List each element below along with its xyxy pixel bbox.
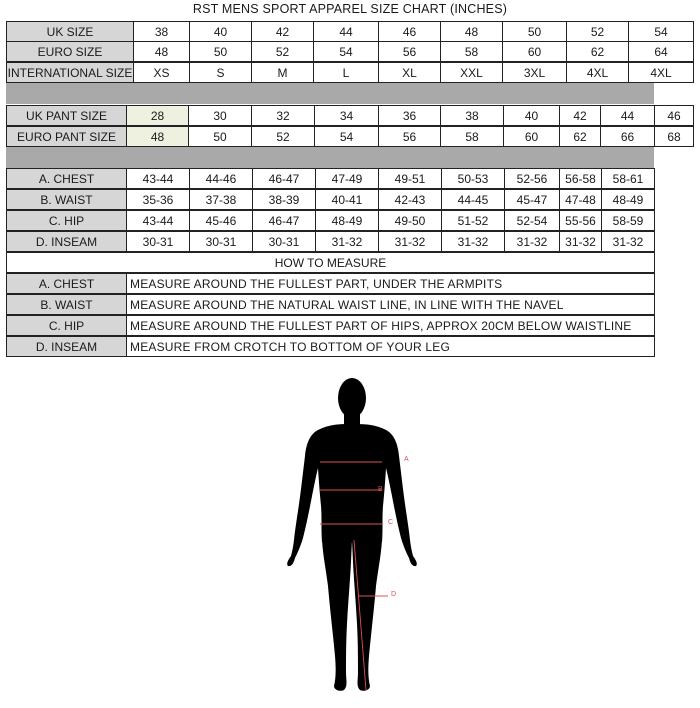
row-label: D. INSEAM	[6, 336, 127, 357]
table-cell: 32	[251, 105, 315, 126]
table-cell: 50-53	[441, 168, 505, 189]
marker-a: A	[404, 456, 409, 463]
table-cell: 48	[440, 21, 503, 42]
table-cell: 46-47	[252, 168, 316, 189]
table-cell: 56	[378, 41, 441, 62]
table-cell: 37-38	[189, 189, 253, 210]
table-cell: 42-43	[378, 189, 442, 210]
table-cell: 30-31	[126, 231, 190, 252]
table-cell: 46-47	[252, 210, 316, 231]
table-cell: 38-39	[252, 189, 316, 210]
table-cell: 38	[133, 21, 190, 42]
table-cell: 40-41	[315, 189, 379, 210]
table-cell: 52	[251, 41, 314, 62]
chart-title: RST MENS SPORT APPAREL SIZE CHART (INCHES)	[192, 2, 508, 16]
body-silhouette	[270, 372, 430, 698]
table-cell: 40	[503, 105, 560, 126]
table-cell: 64	[628, 41, 694, 62]
table-cell: 62	[566, 41, 629, 62]
table-cell: 43-44	[126, 210, 190, 231]
table-cell: 58	[440, 41, 503, 62]
table-cell: 52	[566, 21, 629, 42]
table-cell: 44	[313, 21, 379, 42]
table-cell: 45-46	[189, 210, 253, 231]
table-cell: 47-48	[559, 189, 602, 210]
measure-instruction: MEASURE FROM CROTCH TO BOTTOM OF YOUR LEG	[126, 336, 655, 357]
marker-d: D	[391, 591, 397, 598]
body-measurement-figure	[270, 372, 430, 698]
table-cell: 30	[188, 105, 252, 126]
table-cell: 46	[654, 105, 694, 126]
row-label: A. CHEST	[6, 168, 127, 189]
row-label: C. HIP	[6, 315, 127, 336]
table-cell: 46	[378, 21, 441, 42]
table-cell: 31-32	[378, 231, 442, 252]
table-cell: 31-32	[601, 231, 655, 252]
row-label: UK PANT SIZE	[6, 105, 127, 126]
row-label: B. WAIST	[6, 294, 127, 315]
table-cell: 48	[133, 41, 190, 62]
table-cell: 35-36	[126, 189, 190, 210]
table-cell: 45-47	[504, 189, 560, 210]
table-cell: 31-32	[315, 231, 379, 252]
section-divider	[6, 147, 654, 168]
table-cell: 30-31	[189, 231, 253, 252]
table-cell: 55-56	[559, 210, 602, 231]
row-label: A. CHEST	[6, 273, 127, 294]
table-cell: 68	[654, 126, 694, 147]
table-cell: 50	[502, 21, 567, 42]
table-cell: 44-46	[189, 168, 253, 189]
table-cell: 44	[600, 105, 655, 126]
measure-instruction: MEASURE AROUND THE NATURAL WAIST LINE, IN LINE WITH THE NAVEL	[126, 294, 655, 315]
table-cell-highlighted: 28	[126, 105, 189, 126]
marker-c: C	[388, 519, 394, 526]
marker-b: B	[378, 486, 383, 493]
table-cell: 43-44	[126, 168, 190, 189]
table-cell: M	[251, 62, 314, 83]
table-cell: 62	[559, 126, 601, 147]
table-cell: 58-59	[601, 210, 655, 231]
table-cell: 30-31	[252, 231, 316, 252]
table-cell: 60	[502, 41, 567, 62]
table-cell: 4XL	[628, 62, 694, 83]
table-cell: 56	[378, 126, 441, 147]
table-cell: 49-50	[378, 210, 442, 231]
row-label: EURO SIZE	[6, 41, 134, 62]
table-cell: 31-32	[504, 231, 560, 252]
table-cell: 54	[313, 41, 379, 62]
table-cell: 56-58	[559, 168, 602, 189]
table-cell: 38	[440, 105, 504, 126]
row-label: D. INSEAM	[6, 231, 127, 252]
how-to-measure-heading: HOW TO MEASURE	[6, 252, 655, 273]
table-cell: 49-51	[378, 168, 442, 189]
row-label: B. WAIST	[6, 189, 127, 210]
measure-instruction: MEASURE AROUND THE FULLEST PART OF HIPS, APPROX 20CM BELOW WAISTLINE	[126, 315, 655, 336]
table-cell: 58	[440, 126, 504, 147]
row-label: INTERNATIONAL SIZE	[6, 62, 134, 83]
table-cell: 34	[314, 105, 379, 126]
table-cell: 3XL	[502, 62, 567, 83]
table-cell: 52-54	[504, 210, 560, 231]
table-cell: 52	[251, 126, 315, 147]
table-cell: 47-49	[315, 168, 379, 189]
table-cell: 44-45	[441, 189, 505, 210]
section-divider	[6, 83, 654, 104]
table-cell: 31-32	[441, 231, 505, 252]
table-cell: 51-52	[441, 210, 505, 231]
table-cell: S	[189, 62, 252, 83]
table-cell: 60	[503, 126, 560, 147]
table-cell: 36	[378, 105, 441, 126]
table-cell: 40	[189, 21, 252, 42]
row-label: EURO PANT SIZE	[6, 126, 127, 147]
table-cell: 48-49	[601, 189, 655, 210]
table-cell: 4XL	[566, 62, 629, 83]
table-cell: XS	[133, 62, 190, 83]
row-label: UK SIZE	[6, 21, 134, 42]
table-cell: 52-56	[504, 168, 560, 189]
measure-instruction: MEASURE AROUND THE FULLEST PART, UNDER THE ARMPITS	[126, 273, 655, 294]
table-cell: 54	[314, 126, 379, 147]
table-cell: XXL	[440, 62, 503, 83]
table-cell: 48-49	[315, 210, 379, 231]
table-cell: 42	[251, 21, 314, 42]
table-cell: 50	[188, 126, 252, 147]
table-cell: 58-61	[601, 168, 655, 189]
table-cell: XL	[378, 62, 441, 83]
table-cell-highlighted: 48	[126, 126, 189, 147]
table-cell: 31-32	[559, 231, 602, 252]
table-cell: 54	[628, 21, 694, 42]
table-cell: 66	[600, 126, 655, 147]
table-cell: L	[313, 62, 379, 83]
table-cell: 50	[189, 41, 252, 62]
table-cell: 42	[559, 105, 601, 126]
row-label: C. HIP	[6, 210, 127, 231]
